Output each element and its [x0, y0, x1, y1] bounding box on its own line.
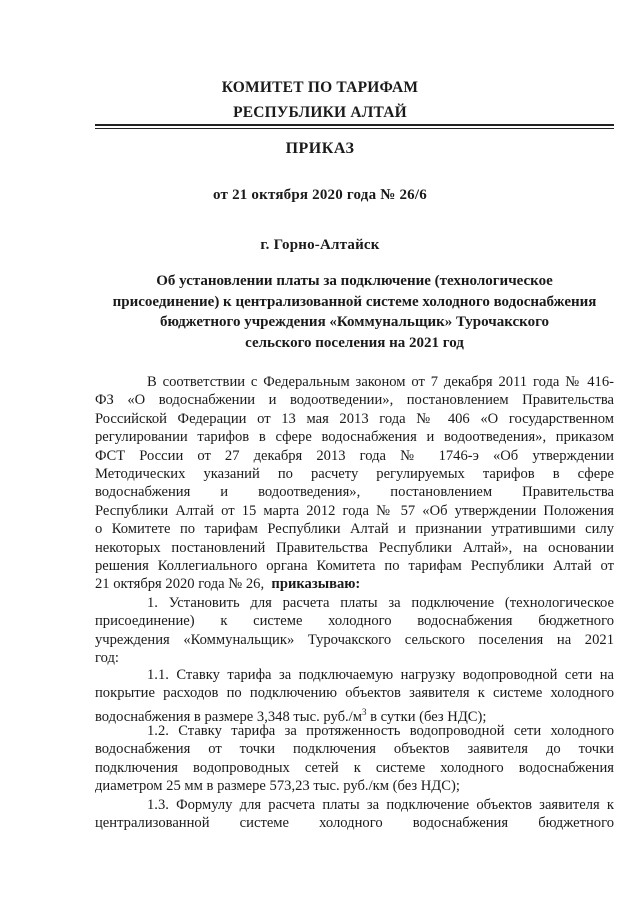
title-line: сельского поселения на 2021 год: [245, 334, 464, 351]
preamble-line: В соответствии с Федеральным законом от 7 декабря 2011 года № 416-: [147, 374, 614, 390]
title-line: присоединение) к централизованной системе холодного водоснабжения: [112, 293, 597, 310]
preamble-line: некоторых постановлений Правительства Республики Алтай», на основании: [95, 539, 614, 556]
title-line: Об установлении платы за подключение (технологическое: [156, 273, 553, 289]
preamble-line: водоснабжения и водоотведения», постановлением Правительства: [95, 484, 614, 501]
preamble-paragraph: [95, 373, 614, 594]
item-1-1-paragraph: [95, 666, 614, 726]
document-city: г. Горно-Алтайск: [260, 237, 380, 253]
document-type: ПРИКАЗ: [285, 140, 355, 157]
item-line: диаметром 25 мм в размере 573,23 тыс. руб./км (без НДС);: [95, 778, 460, 795]
cubic-superscript: 3: [361, 706, 367, 717]
item-line: год:: [95, 650, 119, 667]
item-line: учреждения «Коммунальщик» Турочакского сельского поселения на 2021: [95, 631, 614, 648]
organization-name-line-2: РЕСПУБЛИКИ АЛТАЙ: [233, 104, 407, 121]
item-last-prefix: водоснабжения в размере 3,348 тыс. руб./м: [95, 708, 362, 725]
item-line: водоснабжения от точки подключения объектов заявителя до точки: [95, 741, 614, 758]
preamble-line: Методических указаний по расчету регулируемых тарифов в сфере: [95, 466, 614, 483]
preamble-line: Республики Алтай от 15 марта 2012 года № 57 «Об утверждении Положения: [95, 502, 614, 519]
preamble-line: ФЗ «О водоснабжении и водоотведении», постановлением Правительства: [95, 392, 614, 409]
document-title: [95, 271, 614, 353]
item-line: подключения водопроводных сетей к системе холодного водоснабжения: [95, 759, 614, 776]
document-date-number: от 21 октября 2020 года № 26/6: [213, 187, 427, 203]
item-line: 1.1. Ставку тарифа за подключаемую нагрузку водопроводной сети на: [147, 667, 614, 683]
item-line: 1.2. Ставку тарифа за протяженность водопроводной сети холодного: [147, 723, 614, 739]
preamble-line: ФСТ России от 27 декабря 2013 года № 1746-э «Об утверждении: [95, 447, 614, 464]
item-line: 1. Установить для расчета платы за подключение (технологическое: [147, 595, 614, 611]
order-word: приказываю:: [271, 576, 361, 593]
preamble-line: Российской Федерации от 13 мая 2013 года № 406 «О государственном: [95, 410, 614, 427]
header-rule-thick: [95, 124, 614, 126]
item-line: централизованной системе холодного водоснабжения бюджетного: [95, 815, 614, 832]
item-line: покрытие расходов по подключению объектов заявителя к системе холодного: [95, 685, 614, 702]
item-1-paragraph: [95, 594, 614, 668]
title-line: бюджетного учреждения «Коммунальщик» Турочакского: [159, 314, 550, 330]
item-1-2-paragraph: [95, 722, 614, 796]
preamble-line: решения Коллегиального органа Комитета по тарифам Республики Алтай от: [95, 558, 614, 575]
preamble-line: регулировании тарифов в сфере водоснабжения и водоотведения», приказом: [95, 429, 614, 446]
item-line: присоединение) к системе холодного водоснабжения бюджетного: [95, 613, 614, 630]
preamble-last-text: 21 октября 2020 года № 26,: [95, 576, 265, 593]
preamble-line: о Комитете по тарифам Республики Алтай и признании утратившими силу: [95, 521, 614, 538]
organization-name-line-1: КОМИТЕТ ПО ТАРИФАМ: [221, 79, 419, 96]
header-rule-thin: [95, 128, 614, 129]
item-last-suffix: в сутки (без НДС);: [366, 708, 487, 725]
item-1-3-paragraph: [95, 796, 614, 833]
item-line: 1.3. Формулу для расчета платы за подключение объектов заявителя к: [147, 797, 614, 813]
preamble-last-line: [95, 575, 614, 593]
